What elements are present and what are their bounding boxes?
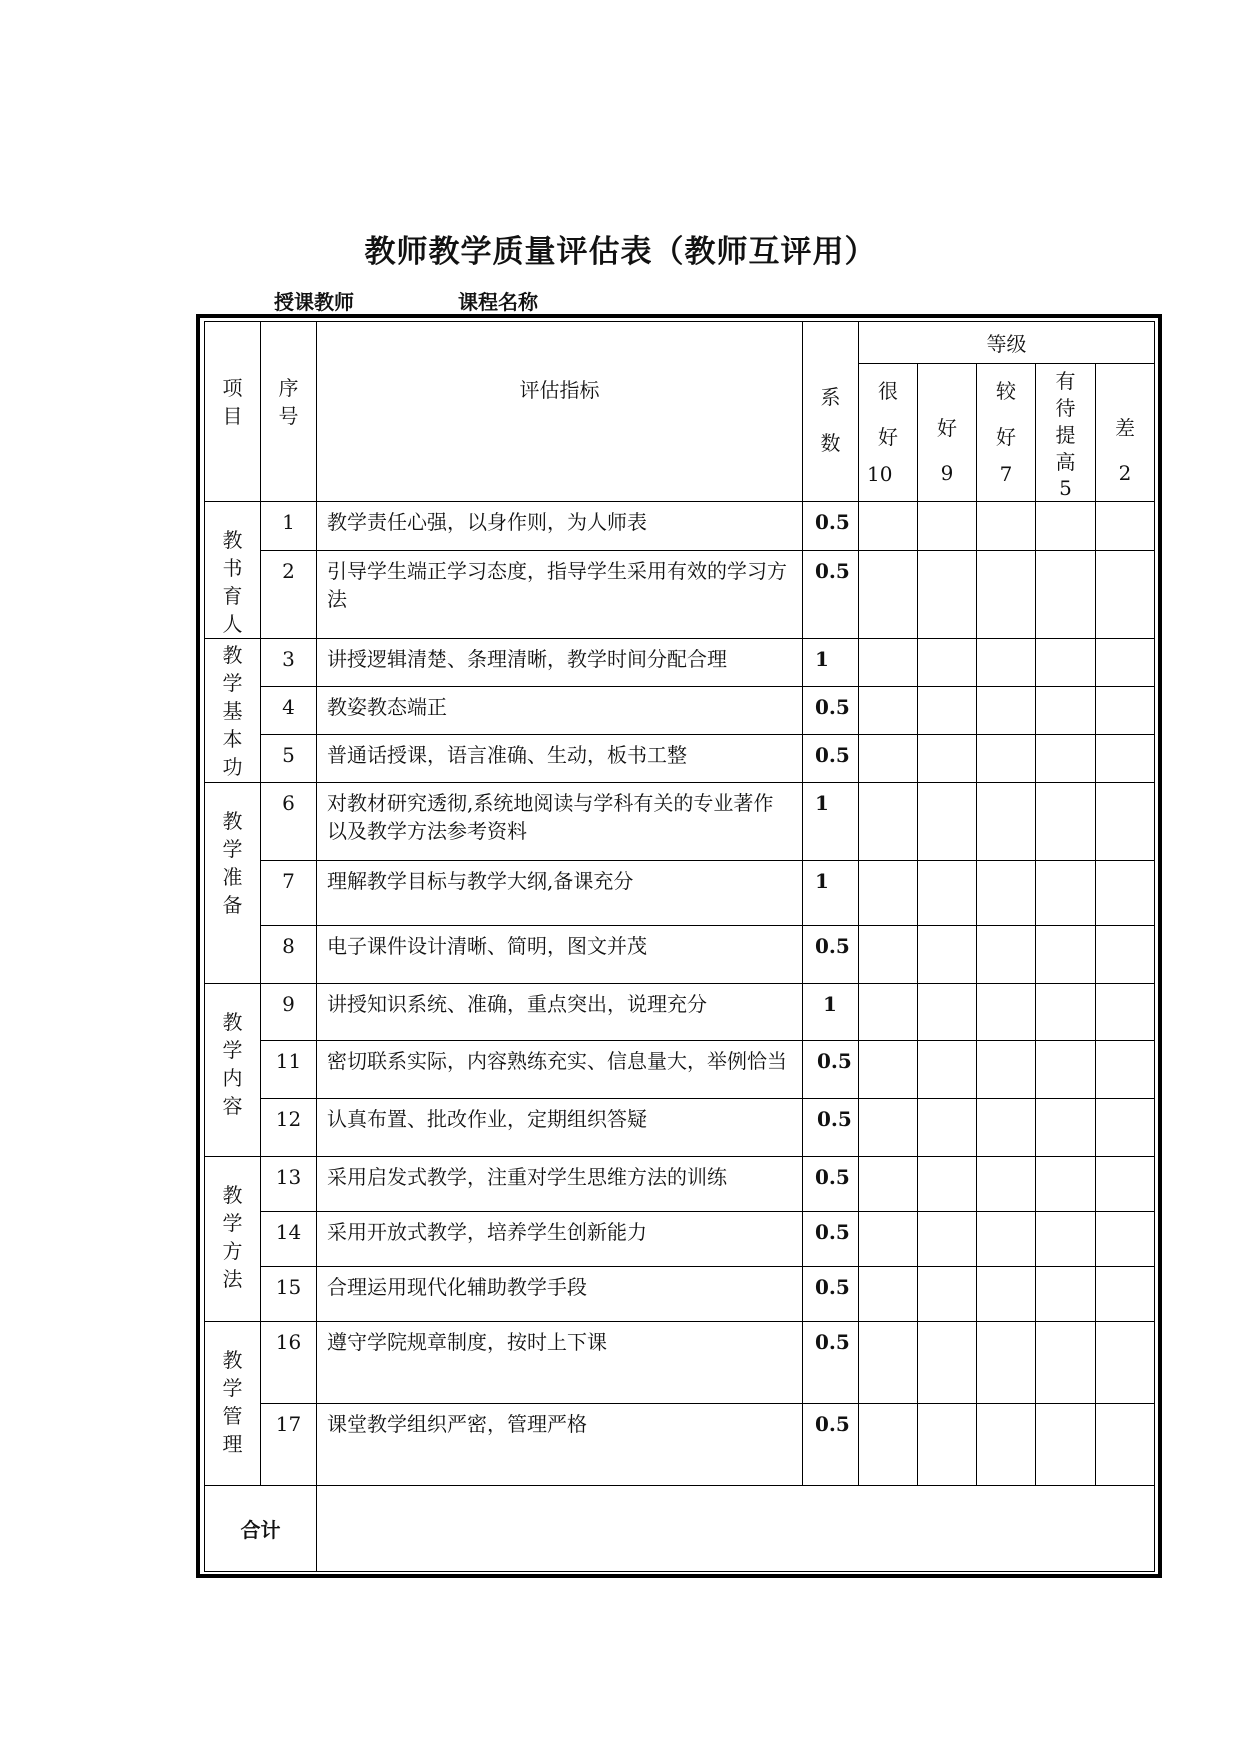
header-seq	[261, 322, 317, 502]
header-item	[205, 322, 261, 502]
category-cell	[205, 502, 261, 639]
score-cell[interactable]	[977, 1403, 1036, 1485]
row-indicator: 合理运用现代化辅助教学手段	[317, 1266, 803, 1321]
score-cell[interactable]	[1036, 1403, 1096, 1485]
score-cell[interactable]	[859, 639, 918, 687]
row-coefficient: 0.5	[803, 1266, 859, 1321]
score-cell[interactable]	[1096, 926, 1155, 984]
score-cell[interactable]	[1036, 783, 1096, 861]
score-cell[interactable]	[918, 1266, 977, 1321]
row-coefficient: 0.5	[803, 926, 859, 984]
score-cell[interactable]	[918, 502, 977, 551]
grade-fairly-good-label: 较好	[996, 379, 1016, 450]
row-coefficient: 0.5	[803, 1403, 859, 1485]
header-grade: 等级	[859, 322, 1155, 364]
score-cell[interactable]	[1036, 1041, 1096, 1098]
grade-good-score: 9	[940, 461, 954, 486]
header-indicator: 评估指标	[317, 322, 803, 502]
category-label: 教学管理	[222, 1347, 243, 1456]
score-cell[interactable]	[1036, 502, 1096, 551]
score-cell[interactable]	[1036, 550, 1096, 638]
total-value-cell[interactable]	[317, 1485, 1155, 1571]
score-cell[interactable]	[918, 1211, 977, 1266]
score-cell[interactable]	[977, 984, 1036, 1041]
score-cell[interactable]	[859, 1211, 918, 1266]
score-cell[interactable]	[977, 1041, 1036, 1098]
row-seq: 14	[261, 1211, 317, 1266]
category-cell	[205, 1321, 261, 1485]
score-cell[interactable]	[859, 550, 918, 638]
score-cell[interactable]	[859, 1403, 918, 1485]
row-indicator: 采用开放式教学，培养学生创新能力	[317, 1211, 803, 1266]
score-cell[interactable]	[859, 1321, 918, 1403]
score-cell[interactable]	[1036, 1156, 1096, 1211]
grade-poor	[1096, 364, 1155, 502]
row-coefficient: 0.5	[803, 550, 859, 638]
score-cell[interactable]	[1096, 550, 1155, 638]
score-cell[interactable]	[977, 550, 1036, 638]
row-indicator: 教学责任心强，以身作则，为人师表	[317, 502, 803, 551]
score-cell[interactable]	[859, 861, 918, 926]
score-cell[interactable]	[1036, 984, 1096, 1041]
row-seq: 12	[261, 1098, 317, 1156]
score-cell[interactable]	[859, 783, 918, 861]
score-cell[interactable]	[1036, 926, 1096, 984]
grade-needs-improvement	[1036, 364, 1096, 502]
category-label: 教学准备	[222, 809, 243, 918]
grade-poor-score: 2	[1118, 461, 1132, 486]
score-cell[interactable]	[918, 1041, 977, 1098]
score-cell[interactable]	[1096, 1266, 1155, 1321]
score-cell[interactable]	[918, 1098, 977, 1156]
category-label: 教书育人	[222, 528, 243, 637]
score-cell[interactable]	[1096, 1041, 1155, 1098]
row-seq: 16	[261, 1321, 317, 1403]
row-coefficient: 0.5	[803, 1211, 859, 1266]
score-cell[interactable]	[1096, 1211, 1155, 1266]
score-cell[interactable]	[918, 1321, 977, 1403]
row-seq: 6	[261, 783, 317, 861]
score-cell[interactable]	[859, 1156, 918, 1211]
header-coefficient-text: 系数	[820, 385, 841, 455]
row-coefficient: 0.5	[803, 1041, 859, 1098]
row-indicator: 引导学生端正学习态度，指导学生采用有效的学习方法	[317, 550, 803, 638]
category-label: 教学内容	[222, 1010, 243, 1119]
row-seq: 5	[261, 735, 317, 783]
row-indicator: 电子课件设计清晰、简明，图文并茂	[317, 926, 803, 984]
score-cell[interactable]	[859, 1098, 918, 1156]
score-cell[interactable]	[1036, 1321, 1096, 1403]
score-cell[interactable]	[977, 1321, 1036, 1403]
teacher-label: 授课教师	[274, 290, 354, 314]
row-coefficient: 0.5	[803, 1156, 859, 1211]
course-label: 课程名称	[458, 290, 538, 314]
category-label: 教学方法	[222, 1182, 243, 1291]
row-indicator: 课堂教学组织严密，管理严格	[317, 1403, 803, 1485]
category-cell	[205, 639, 261, 783]
row-indicator: 认真布置、批改作业，定期组织答疑	[317, 1098, 803, 1156]
row-coefficient: 0.5	[803, 502, 859, 551]
row-seq: 17	[261, 1403, 317, 1485]
row-coefficient: 1	[803, 639, 859, 687]
row-indicator: 普通话授课，语言准确、生动，板书工整	[317, 735, 803, 783]
score-cell[interactable]	[859, 1266, 918, 1321]
row-seq: 11	[261, 1041, 317, 1098]
score-cell[interactable]	[977, 861, 1036, 926]
grade-needs-improvement-score: 5	[1059, 476, 1072, 501]
score-cell[interactable]	[918, 984, 977, 1041]
row-seq: 4	[261, 687, 317, 735]
score-cell[interactable]	[977, 1156, 1036, 1211]
score-cell[interactable]	[1036, 639, 1096, 687]
score-cell[interactable]	[977, 502, 1036, 551]
row-seq: 15	[261, 1266, 317, 1321]
score-cell[interactable]	[918, 926, 977, 984]
score-cell[interactable]	[859, 926, 918, 984]
score-cell[interactable]	[977, 926, 1036, 984]
grade-very-good-score: 10	[867, 462, 893, 487]
row-coefficient: 0.5	[803, 1098, 859, 1156]
header-seq-text: 序号	[278, 376, 299, 428]
score-cell[interactable]	[977, 687, 1036, 735]
grade-needs-improvement-label: 有待提高	[1055, 369, 1076, 475]
row-seq: 8	[261, 926, 317, 984]
score-cell[interactable]	[977, 735, 1036, 783]
score-cell[interactable]	[1096, 502, 1155, 551]
score-cell[interactable]	[977, 639, 1036, 687]
score-cell[interactable]	[1036, 1098, 1096, 1156]
category-cell	[205, 1156, 261, 1321]
score-cell[interactable]	[1096, 984, 1155, 1041]
score-cell[interactable]	[918, 550, 977, 638]
page-title: 教师教学质量评估表（教师互评用）	[364, 234, 877, 270]
score-cell[interactable]	[1096, 861, 1155, 926]
row-indicator: 教姿教态端正	[317, 687, 803, 735]
row-coefficient: 1	[803, 861, 859, 926]
header-item-text: 项目	[222, 376, 243, 428]
score-cell[interactable]	[977, 1266, 1036, 1321]
score-cell[interactable]	[1036, 1211, 1096, 1266]
evaluation-table	[204, 321, 1155, 1572]
category-cell	[205, 783, 261, 984]
score-cell[interactable]	[859, 984, 918, 1041]
row-coefficient: 0.5	[803, 687, 859, 735]
row-indicator: 密切联系实际，内容熟练充实、信息量大，举例恰当	[317, 1041, 803, 1098]
row-indicator: 理解教学目标与教学大纲,备课充分	[317, 861, 803, 926]
row-indicator: 遵守学院规章制度，按时上下课	[317, 1321, 803, 1403]
score-cell[interactable]	[918, 1403, 977, 1485]
score-cell[interactable]	[977, 1098, 1036, 1156]
grade-fairly-good	[977, 364, 1036, 502]
score-cell[interactable]	[1096, 639, 1155, 687]
row-indicator: 对教材研究透彻,系统地阅读与学科有关的专业著作以及教学方法参考资料	[317, 783, 803, 861]
score-cell[interactable]	[1036, 861, 1096, 926]
row-coefficient: 0.5	[803, 1321, 859, 1403]
row-seq: 3	[261, 639, 317, 687]
score-cell[interactable]	[1036, 735, 1096, 783]
score-cell[interactable]	[859, 735, 918, 783]
grade-very-good-label: 很好	[878, 379, 898, 450]
category-cell	[205, 984, 261, 1156]
row-seq: 13	[261, 1156, 317, 1211]
score-cell[interactable]	[1036, 1266, 1096, 1321]
grade-very-good	[859, 364, 918, 502]
score-cell[interactable]	[859, 502, 918, 551]
score-cell[interactable]	[859, 1041, 918, 1098]
grade-poor-label: 差	[1115, 416, 1136, 441]
score-cell[interactable]	[977, 1211, 1036, 1266]
row-indicator: 讲授逻辑清楚、条理清晰，教学时间分配合理	[317, 639, 803, 687]
total-label: 合计	[205, 1485, 317, 1571]
grade-fairly-good-score: 7	[999, 462, 1013, 487]
score-cell[interactable]	[859, 687, 918, 735]
score-cell[interactable]	[1036, 687, 1096, 735]
score-cell[interactable]	[1096, 1321, 1155, 1403]
row-indicator: 讲授知识系统、准确，重点突出，说理充分	[317, 984, 803, 1041]
score-cell[interactable]	[1096, 1098, 1155, 1156]
score-cell[interactable]	[918, 861, 977, 926]
score-cell[interactable]	[918, 735, 977, 783]
score-cell[interactable]	[1096, 783, 1155, 861]
score-cell[interactable]	[918, 1156, 977, 1211]
row-seq: 1	[261, 502, 317, 551]
grade-good	[918, 364, 977, 502]
grade-good-label: 好	[937, 416, 957, 441]
score-cell[interactable]	[1096, 1156, 1155, 1211]
score-cell[interactable]	[1096, 735, 1155, 783]
row-coefficient: 1	[803, 783, 859, 861]
row-coefficient: 1	[803, 984, 859, 1041]
score-cell[interactable]	[918, 687, 977, 735]
score-cell[interactable]	[977, 783, 1036, 861]
row-seq: 7	[261, 861, 317, 926]
row-coefficient: 0.5	[803, 735, 859, 783]
row-seq: 9	[261, 984, 317, 1041]
category-label: 教学基本功	[222, 643, 243, 780]
score-cell[interactable]	[918, 639, 977, 687]
row-indicator: 采用启发式教学，注重对学生思维方法的训练	[317, 1156, 803, 1211]
header-coefficient	[803, 322, 859, 502]
score-cell[interactable]	[918, 783, 977, 861]
row-seq: 2	[261, 550, 317, 638]
score-cell[interactable]	[1096, 1403, 1155, 1485]
score-cell[interactable]	[1096, 687, 1155, 735]
